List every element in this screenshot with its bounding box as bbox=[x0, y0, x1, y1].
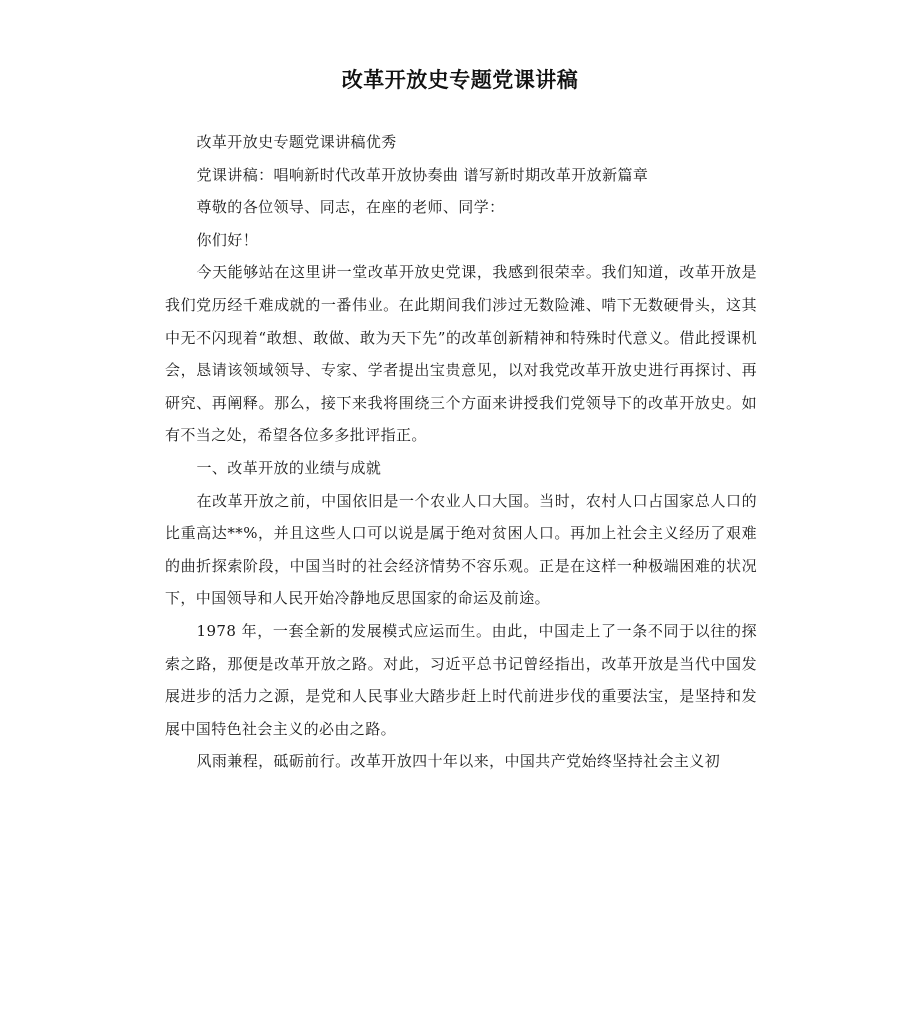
paragraph-forty-years: 风雨兼程，砥砺前行。改革开放四十年以来，中国共产党始终坚持社会主义初 bbox=[196, 752, 721, 771]
document-title: 改革开放史专题党课讲稿 bbox=[341, 68, 579, 92]
paragraph-salutation: 尊敬的各位领导、同志，在座的老师、同学： bbox=[196, 198, 505, 217]
section-heading-1: 一、改革开放的业绩与成就 bbox=[196, 458, 382, 477]
paragraph-greeting: 你们好！ bbox=[196, 230, 259, 249]
paragraph-subtitle: 改革开放史专题党课讲稿优秀 bbox=[196, 133, 397, 151]
document-body bbox=[165, 126, 757, 778]
paragraph-1978: 1978 年，一套全新的发展模式应运而生。由此，中国走上了一条不同于以往的探索之路，那便是改革开放之路。对此，习近平总书记曾经指出，改革开放是当代中国发展进步的活力之源，是党和人民事业大踏步赶上时代前进步伐的重要法宝，是坚持和发展中国特色社会主义的必由之路。 bbox=[165, 621, 757, 738]
paragraph-lecture-title: 党课讲稿：唱响新时代改革开放协奏曲 谱写新时期改革开放新篇章 bbox=[196, 165, 649, 184]
paragraph-introduction: 今天能够站在这里讲一堂改革开放史党课，我感到很荣幸。我们知道，改革开放是我们党历经千难成就的一番伟业。在此期间我们涉过无数险滩、啃下无数硬骨头，这其中无不闪现着“敢想、敢做、敢为天下先”的改革创新精神和特殊时代意义。借此授课机会，恳请该领域领导、专家、学者提出宝贵意见，以对我党改革开放史进行再探讨、再研究、再阐释。那么，接下来我将围绕三个方面来讲授我们党领导下的改革开放史。如有不当之处，希望各位多多批评指正。 bbox=[165, 263, 757, 445]
paragraph-before-reform: 在改革开放之前，中国依旧是一个农业人口大国。当时，农村人口占国家总人口的比重高达**%，并且这些人口可以说是属于绝对贫困人口。再加上社会主义经历了艰难的曲折探索阶段，中国当时的社会经济情势不容乐观。正是在这样一种极端困难的状况下，中国领导和人民开始冷静地反思国家的命运及前途。 bbox=[165, 491, 757, 608]
